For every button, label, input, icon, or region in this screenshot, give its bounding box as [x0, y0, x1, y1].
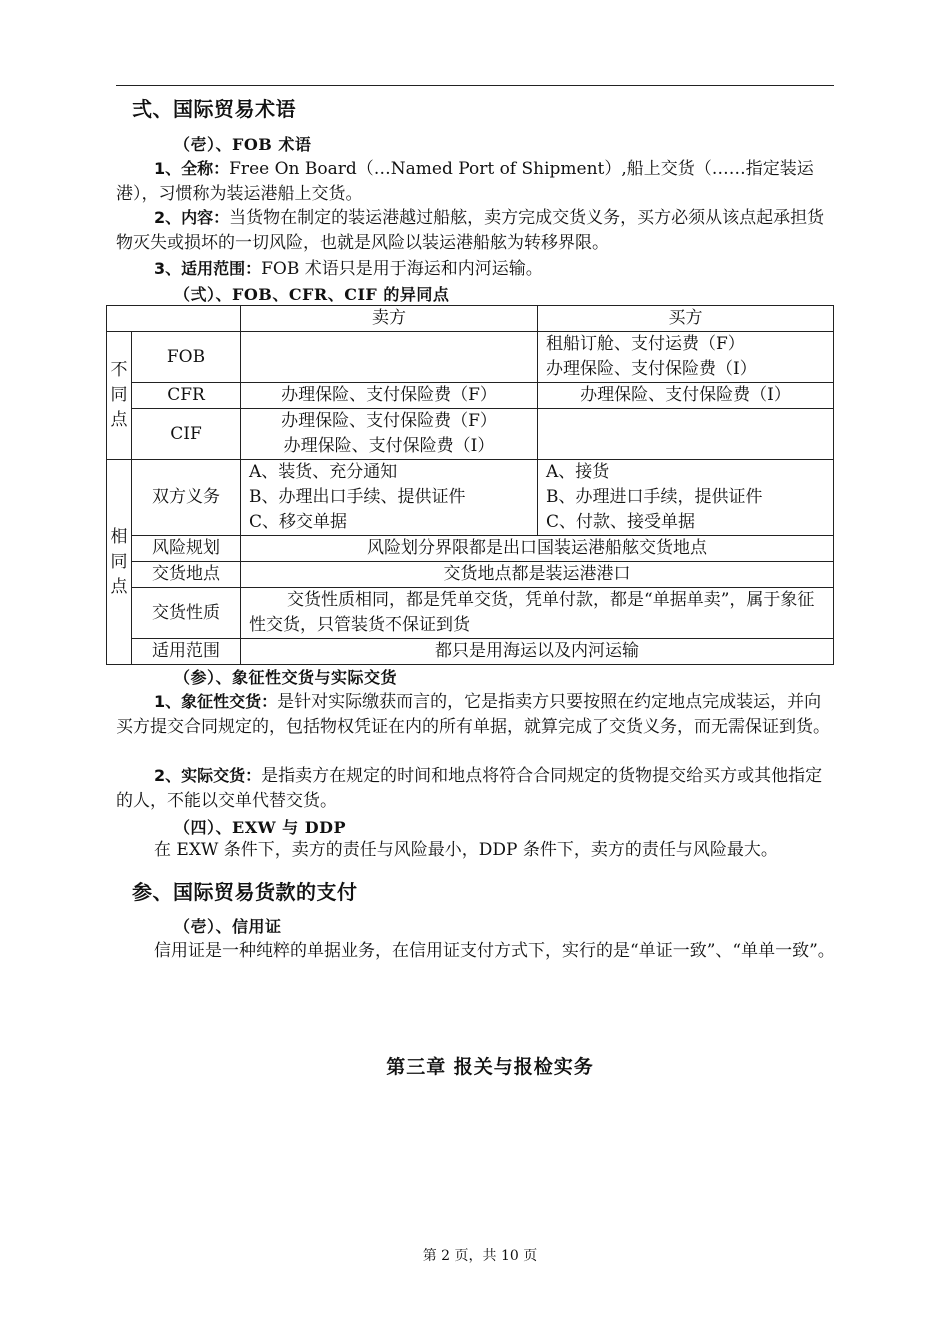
label-symbolic-delivery: 1、象征性交货：: [154, 692, 278, 711]
obligations-buyer: A、接货 B、办理进口手续，提供证件 C、付款、接受单据: [538, 460, 834, 536]
differences-label: 不 同 点: [107, 332, 132, 460]
table-row: [107, 588, 834, 639]
place-text: 交货地点都是装运港港口: [241, 562, 834, 588]
header-buyer: 买方: [538, 306, 834, 332]
similarities-label: 相 同 点: [107, 460, 132, 665]
cif-seller: 办理保险、支付保险费（F） 办理保险、支付保险费（I）: [241, 409, 538, 460]
text-full-name: Free On Board（…Named Port of Shipment）,船上交货（……指定装运港），习惯称为装运港船上交货。: [116, 159, 814, 204]
paragraph-actual-delivery: [116, 763, 838, 814]
table-row: [107, 562, 834, 588]
row-label-place: 交货地点: [132, 562, 241, 588]
fob-buyer: 租船订舱、支付运费（F） 办理保险、支付保险费（I）: [538, 332, 834, 383]
paragraph-exw-ddp: 在 EXW 条件下，卖方的责任与风险最小，DDP 条件下，卖方的责任与风险最大。: [154, 840, 778, 860]
cfr-seller: 办理保险、支付保险费（F）: [241, 383, 538, 409]
label-scope: 3、适用范围：: [154, 259, 262, 278]
chapter-title: 第三章 报关与报检实务: [386, 1056, 594, 1078]
table-row: [107, 306, 834, 332]
paragraph-scope: [116, 256, 838, 282]
section-heading-trade-terms: 弍、国际贸易术语: [132, 97, 296, 121]
label-content: 2、内容：: [154, 208, 230, 227]
paragraph-letter-of-credit: 信用证是一种纯粹的单据业务，在信用证支付方式下，实行的是“单证一致”、“单单一致”。: [154, 941, 835, 961]
paragraph-symbolic-delivery: [116, 689, 838, 740]
row-label-risk: 风险规划: [132, 536, 241, 562]
scope-text: 都只是用海运以及内河运输: [241, 639, 834, 665]
header-seller: 卖方: [241, 306, 538, 332]
text-scope: FOB 术语只是用于海运和内河运输。: [261, 259, 543, 279]
table-row: [107, 639, 834, 665]
term-cfr: CFR: [132, 383, 241, 409]
term-cif: CIF: [132, 409, 241, 460]
paragraph-full-name: [116, 156, 838, 207]
cif-buyer: [538, 409, 834, 460]
table-row: [107, 409, 834, 460]
table-row: [107, 332, 834, 383]
table-row: [107, 460, 834, 536]
label-full-name: 1、全称：: [154, 159, 230, 178]
row-label-nature: 交货性质: [132, 588, 241, 639]
page-footer: 第 2 页，共 10 页: [422, 1248, 538, 1264]
subheading-comparison: （弍）、FOB、CFR、CIF 的异同点: [174, 285, 450, 304]
section-heading-payment: 参、国际贸易货款的支付: [132, 880, 358, 904]
subheading-exw-ddp: （四）、EXW 与 DDP: [174, 818, 347, 837]
comparison-table: [106, 305, 834, 665]
text-actual-delivery: 是指卖方在规定的时间和地点将符合合同规定的货物提交给买方或其他指定的人，不能以交单代替交货。: [116, 766, 823, 811]
paragraph-content: [116, 205, 838, 256]
subheading-fob: （壱）、FOB 术语: [174, 135, 312, 154]
obligations-seller: A、装货、充分通知 B、办理出口手续、提供证件 C、移交单据: [241, 460, 538, 536]
table-row: [107, 536, 834, 562]
subheading-letter-of-credit: （壱）、信用证: [174, 917, 282, 936]
row-label-obligations: 双方义务: [132, 460, 241, 536]
header-rule: [116, 85, 834, 86]
table-corner-cell: [107, 306, 241, 332]
text-content: 当货物在制定的装运港越过船舷，卖方完成交货义务，买方必须从该点起承担货物灭失或损坏的一切风险，也就是风险以装运港船舷为转移界限。: [116, 208, 825, 253]
fob-seller: [241, 332, 538, 383]
risk-text: 风险划分界限都是出口国装运港船舷交货地点: [241, 536, 834, 562]
term-fob: FOB: [132, 332, 241, 383]
text-symbolic-delivery: 是针对实际缴获而言的，它是指卖方只要按照在约定地点完成装运，并向买方提交合同规定的，包括物权凭证在内的所有单据，就算完成了交货义务，而无需保证到货。: [116, 692, 830, 737]
label-actual-delivery: 2、实际交货：: [154, 766, 262, 785]
cfr-buyer: 办理保险、支付保险费（I）: [538, 383, 834, 409]
subheading-symbolic-actual: （参）、象征性交货与实际交货: [174, 668, 398, 687]
table-row: [107, 383, 834, 409]
row-label-scope: 适用范围: [132, 639, 241, 665]
nature-text: 交货性质相同，都是凭单交货，凭单付款，都是“单据单卖”，属于象征性交货，只管装货不保证到货: [241, 588, 834, 639]
